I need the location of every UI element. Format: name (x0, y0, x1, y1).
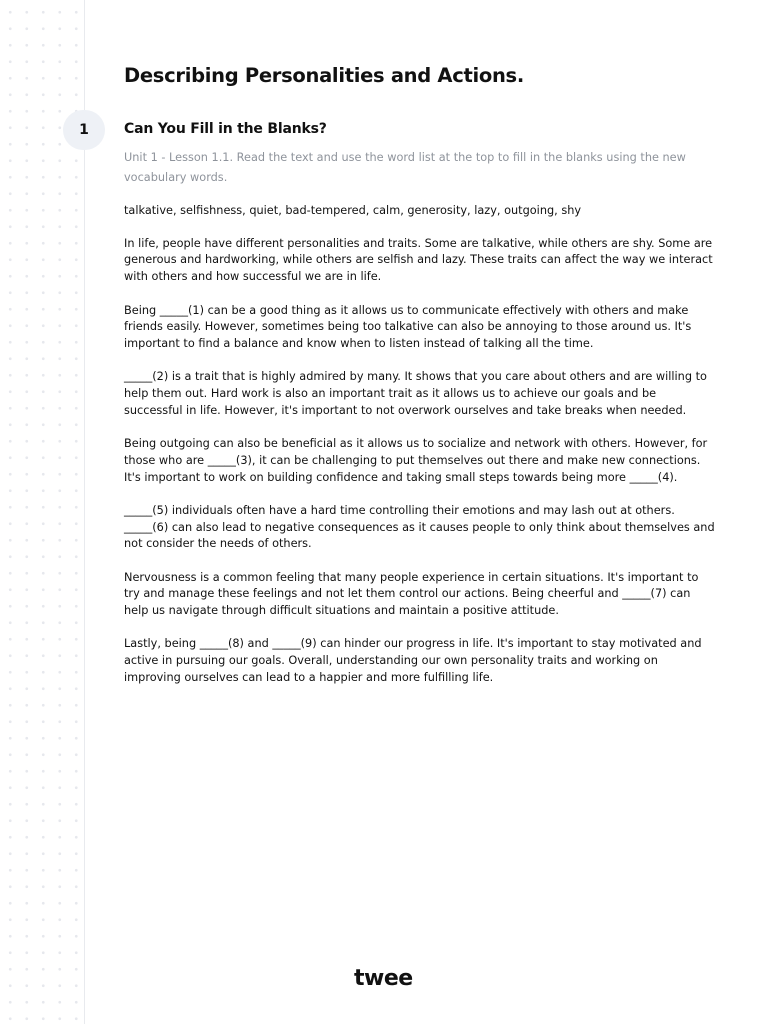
margin-divider (84, 0, 85, 1024)
paragraph-talkative: Being _____(1) can be a good thing as it allows us to communicate effectively with others and make friends easily. However, sometimes being too talkative can also be annoying to those around us. It's important to find a balance and know when to listen instead of talking all the time. (124, 303, 692, 350)
page-title: Describing Personalities and Actions. (124, 64, 524, 87)
dotted-margin (0, 0, 84, 1024)
section-instructions: Unit 1 - Lesson 1.1. Read the text and use the word list at the top to fill in the blanks using the new vocabulary words. (124, 151, 686, 184)
paragraph-temper: _____(5) individuals often have a hard time controlling their emotions and may lash out at others. _____(6) can also lead to negative consequences as it causes people to only think about themselves and not consider the needs of others. (124, 503, 715, 551)
section-title: Can You Fill in the Blanks? (124, 121, 327, 137)
twee-logo: twee (354, 966, 413, 991)
worksheet-content (124, 203, 716, 703)
paragraph-generosity: _____(2) is a trait that is highly admired by many. It shows that you care about others and are willing to help them out. Hard work is also an important trait as it allows us to achieve our goals and be successful in life. However, it's important to not overwork ourselves and take breaks when needed. (124, 370, 707, 417)
paragraph-outgoing: Being outgoing can also be beneficial as it allows us to socialize and network with others. However, for those who are _____(3), it can be challenging to put themselves out there and make new connections. It's important to work on building confidence and taking small steps towards being more _____(4). (124, 437, 708, 484)
word-list: talkative, selfishness, quiet, bad-tempered, calm, generosity, lazy, outgoing, shy (124, 204, 582, 217)
paragraph-conclusion: Lastly, being _____(8) and _____(9) can hinder our progress in life. It's important to stay motivated and active in pursuing our goals. Overall, understanding our own personality traits and working on improving ourselves can lead to a happier and more fulfilling life. (124, 637, 702, 684)
section-number-badge: 1 (63, 110, 105, 150)
paragraph-intro: In life, people have different personalities and traits. Some are talkative, while others are shy. Some are generous and hardworking, while others are selfish and lazy. These traits can affect the way we interact with others and how successful we are in life. (124, 236, 713, 284)
paragraph-nervousness: Nervousness is a common feeling that many people experience in certain situations. It's important to try and manage these feelings and not let them control our actions. Being cheerful and _____(7) can help us navigate through difficult situations and maintain a positive attitude. (124, 570, 699, 618)
